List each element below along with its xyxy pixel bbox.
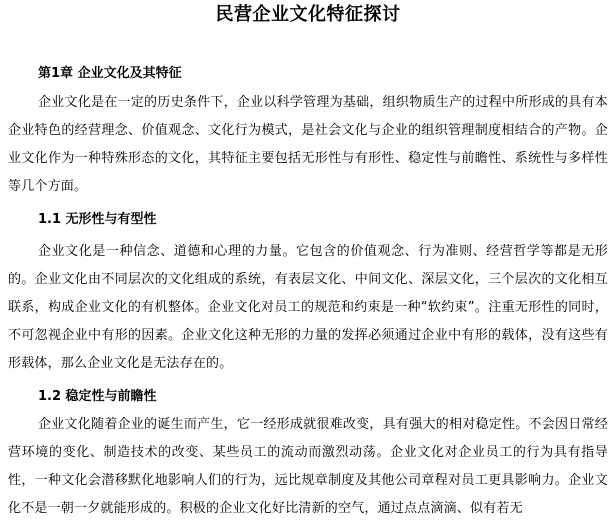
document-title: 民营企业文化特征探讨: [215, 4, 401, 25]
chapter-1-heading: 第1章 企业文化及其特征: [38, 66, 182, 81]
section-1-2-heading: 1.2 稳定性与前瞻性: [38, 389, 157, 404]
section-1-1-paragraph: 企业文化是一种信念、道德和心理的力量。它包含的价值观念、行为准则、经营哲学等都是无形的。企业文化由不同层次的文化组成的系统，有表层文化、中间文化、深层文化，三个层次的文化相互联系，构成企业文化的有机整体。企业文化对员工的规范和约束是一种“软约束”。注重无形性的同时，不可忽视企业中有形的因素。企业文化这种无形的力量的发挥必须通过企业中有形的载体，没有这些有形载体，那么企业文化是无法存在的。: [8, 244, 608, 371]
section-1-1-heading: 1.1 无形性与有型性: [38, 212, 157, 227]
section-1-2-paragraph: 企业文化随着企业的诞生而产生，它一经形成就很难改变，具有强大的相对稳定性。不会因日常经营环境的变化、制造技术的改变、某些员工的流动而激烈动荡。企业文化对企业员工的行为具有指导性，一种文化会潜移默化地影响人们的行为，远比规章制度及其他公司章程对员工更具影响力。企业文化不是一朝一夕就能形成的。积极的企业文化好比清新的空气，通过点点滴滴、似有若无: [8, 417, 608, 516]
chapter-1-intro-paragraph: 企业文化是在一定的历史条件下，企业以科学管理为基础，组织物质生产的过程中所形成的具有本企业特色的经营理念、价值观念、文化行为模式，是社会文化与企业的组织管理制度相结合的产物。企业文化作为一种特殊形态的文化，其特征主要包括无形性与有形性、稳定性与前瞻性、系统性与多样性等几个方面。: [8, 95, 608, 194]
